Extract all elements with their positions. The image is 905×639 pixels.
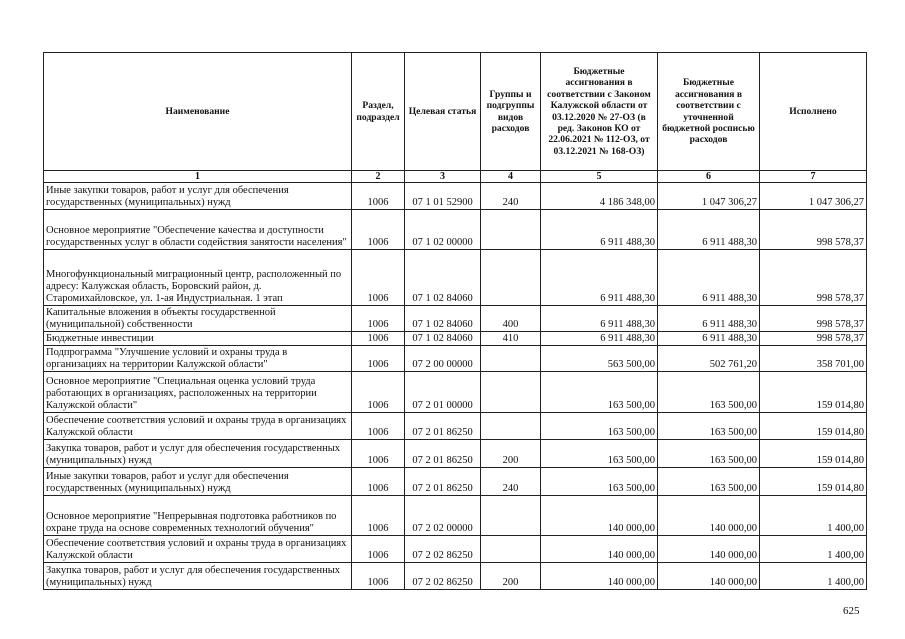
row-law-amount: 163 500,00 [541,372,658,413]
row-group [481,372,541,413]
row-section: 1006 [352,496,405,536]
row-name: Многофункциональный миграционный центр, расположенный по адресу: Калужская область, Боровский район, д. Старомихайловское, ул. 1-ая Индустриальная. 1 этап [44,250,352,306]
row-executed-amount: 159 014,80 [760,468,867,496]
table-row [44,563,867,590]
row-refined-amount: 1 047 306,27 [658,183,760,210]
row-target: 07 2 01 86250 [405,440,481,468]
table-row [44,210,867,250]
row-name: Иные закупки товаров, работ и услуг для обеспечения государственных (муниципальных) нужд [44,468,352,496]
row-section: 1006 [352,468,405,496]
row-section: 1006 [352,346,405,372]
table-row [44,183,867,210]
row-law-amount: 163 500,00 [541,440,658,468]
row-group: 200 [481,440,541,468]
column-number-row [44,171,867,183]
row-executed-amount: 159 014,80 [760,372,867,413]
row-name: Закупка товаров, работ и услуг для обеспечения государственных (муниципальных) нужд [44,440,352,468]
column-number: 3 [405,171,481,183]
row-group [481,250,541,306]
table-row [44,346,867,372]
row-law-amount: 4 186 348,00 [541,183,658,210]
budget-table [43,52,867,590]
header-name: Наименование [44,53,352,171]
row-section: 1006 [352,183,405,210]
header-target: Целевая статья [405,53,481,171]
table-row [44,536,867,563]
row-target: 07 2 02 86250 [405,563,481,590]
row-name: Капитальные вложения в объекты государственной (муниципальной) собственности [44,306,352,332]
row-law-amount: 563 500,00 [541,346,658,372]
row-group: 410 [481,332,541,346]
table-body [44,183,867,590]
row-law-amount: 140 000,00 [541,496,658,536]
row-section: 1006 [352,440,405,468]
row-executed-amount: 1 047 306,27 [760,183,867,210]
row-group [481,346,541,372]
row-refined-amount: 163 500,00 [658,468,760,496]
row-name: Закупка товаров, работ и услуг для обеспечения государственных (муниципальных) нужд [44,563,352,590]
column-number: 4 [481,171,541,183]
header-row [44,53,867,171]
row-target: 07 2 01 86250 [405,468,481,496]
row-target: 07 2 01 00000 [405,372,481,413]
budget-sheet [43,52,867,590]
header-section: Раздел, подраздел [352,53,405,171]
header-groups: Группы и подгруппы видов расходов [481,53,541,171]
table-row [44,250,867,306]
table-row [44,372,867,413]
row-name: Основное мероприятие "Непрерывная подготовка работников по охране труда на основе современных технологий обучения" [44,496,352,536]
column-number: 1 [44,171,352,183]
row-executed-amount: 1 400,00 [760,496,867,536]
row-executed-amount: 159 014,80 [760,413,867,440]
row-target: 07 2 00 00000 [405,346,481,372]
column-number: 6 [658,171,760,183]
row-group: 400 [481,306,541,332]
row-law-amount: 163 500,00 [541,468,658,496]
row-name: Подпрограмма "Улучшение условий и охраны труда в организациях на территории Калужской области" [44,346,352,372]
row-law-amount: 163 500,00 [541,413,658,440]
row-executed-amount: 998 578,37 [760,250,867,306]
row-refined-amount: 163 500,00 [658,440,760,468]
table-row [44,413,867,440]
row-refined-amount: 140 000,00 [658,563,760,590]
row-target: 07 2 02 86250 [405,536,481,563]
header-law-allocations: Бюджетные ассигнования в соответствии с Законом Калужской области от 03.12.2020 № 27-ОЗ (в ред. Законов КО от 22.06.2021 № 112-ОЗ, от 03.12.2021 № 168-ОЗ) [541,53,658,171]
row-target: 07 2 02 00000 [405,496,481,536]
row-section: 1006 [352,332,405,346]
row-executed-amount: 998 578,37 [760,210,867,250]
row-target: 07 1 01 52900 [405,183,481,210]
row-refined-amount: 6 911 488,30 [658,332,760,346]
row-target: 07 1 02 84060 [405,306,481,332]
row-section: 1006 [352,563,405,590]
row-law-amount: 140 000,00 [541,536,658,563]
row-name: Бюджетные инвестиции [44,332,352,346]
row-section: 1006 [352,250,405,306]
column-number: 7 [760,171,867,183]
table-row [44,440,867,468]
row-section: 1006 [352,372,405,413]
row-executed-amount: 159 014,80 [760,440,867,468]
row-executed-amount: 1 400,00 [760,536,867,563]
row-refined-amount: 163 500,00 [658,413,760,440]
row-law-amount: 6 911 488,30 [541,306,658,332]
row-refined-amount: 6 911 488,30 [658,210,760,250]
row-section: 1006 [352,210,405,250]
row-target: 07 1 02 00000 [405,210,481,250]
row-refined-amount: 502 761,20 [658,346,760,372]
row-section: 1006 [352,413,405,440]
table-row [44,496,867,536]
row-executed-amount: 358 701,00 [760,346,867,372]
page-number: 625 [843,605,860,617]
row-refined-amount: 163 500,00 [658,372,760,413]
row-refined-amount: 140 000,00 [658,496,760,536]
row-group [481,210,541,250]
row-refined-amount: 140 000,00 [658,536,760,563]
row-law-amount: 140 000,00 [541,563,658,590]
row-target: 07 1 02 84060 [405,250,481,306]
row-name: Основное мероприятие "Обеспечение качества и доступности государственных услуг в области содействия занятости населения" [44,210,352,250]
table-row [44,306,867,332]
row-refined-amount: 6 911 488,30 [658,250,760,306]
row-section: 1006 [352,536,405,563]
row-law-amount: 6 911 488,30 [541,332,658,346]
row-refined-amount: 6 911 488,30 [658,306,760,332]
row-group: 240 [481,468,541,496]
table-row [44,468,867,496]
row-group [481,536,541,563]
row-name: Обеспечение соответствия условий и охраны труда в организациях Калужской области [44,536,352,563]
column-number: 2 [352,171,405,183]
row-target: 07 1 02 84060 [405,332,481,346]
row-group [481,413,541,440]
row-group: 240 [481,183,541,210]
row-law-amount: 6 911 488,30 [541,250,658,306]
row-section: 1006 [352,306,405,332]
table-row [44,332,867,346]
row-executed-amount: 998 578,37 [760,306,867,332]
row-law-amount: 6 911 488,30 [541,210,658,250]
column-number: 5 [541,171,658,183]
row-name: Обеспечение соответствия условий и охраны труда в организациях Калужской области [44,413,352,440]
row-target: 07 2 01 86250 [405,413,481,440]
row-executed-amount: 998 578,37 [760,332,867,346]
row-group [481,496,541,536]
row-name: Иные закупки товаров, работ и услуг для обеспечения государственных (муниципальных) нужд [44,183,352,210]
header-refined-allocations: Бюджетные ассигнования в соответствии с уточненной бюджетной росписью расходов [658,53,760,171]
row-executed-amount: 1 400,00 [760,563,867,590]
row-group: 200 [481,563,541,590]
row-name: Основное мероприятие "Специальная оценка условий труда работающих в организациях, расположенных на территории Калужской области" [44,372,352,413]
header-executed: Исполнено [760,53,867,171]
